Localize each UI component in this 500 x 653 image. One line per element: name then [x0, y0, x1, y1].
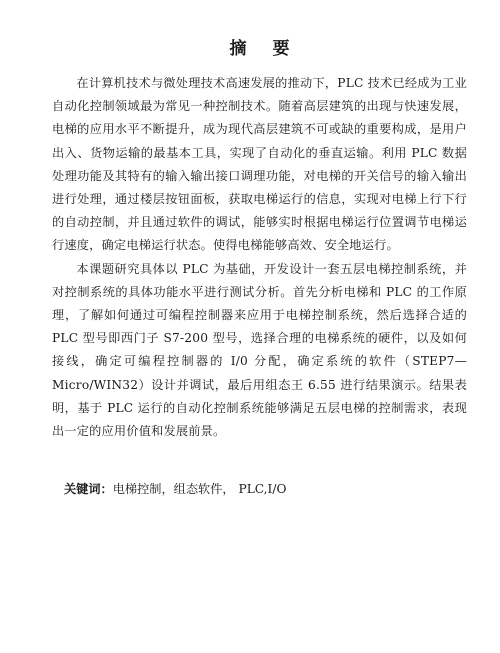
abstract-paragraph-2: 本课题研究具体以 PLC 为基础，开发设计一套五层电梯控制系统，并对控制系统的具体功能水平进行测试分析。首先分析电梯和 PLC 的工作原理，了解如何通过可编程控制器来应用于电梯控制系统，然后选择合适的 PLC 型号即西门子 S7-200 型号，选择合理的电梯系统的硬件，以及如何接线，确定可编程控制器的 I/0 分配，确定系统的软件（STEP7—Micro/WIN32）设计并调试，最后用组态王 6.55 进行结果演示。结果表明，基于 PLC 运行的自动化控制系统能够满足五层电梯的控制需求，表现出一定的应用价值和发展前景。 — [52, 261, 467, 439]
keywords-label: 关键词： — [64, 482, 113, 497]
keywords-line — [52, 479, 467, 499]
abstract-title: 摘 要 — [229, 39, 300, 59]
keywords-value: 电梯控制，组态软件， PLC,I/O — [112, 482, 287, 497]
abstract-paragraph-1: 在计算机技术与微处理技术高速发展的推动下，PLC 技术已经成为工业自动化控制领域最为常见一种控制技术。随着高层建筑的出现与快速发展，电梯的应用水平不断提升，成为现代高层建筑不可或缺的重要构成，是用户出入、货物运输的最基本工具，实现了自动化的垂直运输。利用 PLC 数据处理功能及其特有的输入输出接口调理功能，对电梯的开关信号的输入输出进行处理，通过楼层按钮面板，获取电梯运行的信息，实现对电梯上行下行的自动控制，并且通过软件的调试，能够实时根据电梯运行位置调节电梯运行速度，确定电梯运行状态。使得电梯能够高效、安全地运行。 — [52, 76, 467, 253]
abstract-body — [52, 72, 467, 443]
